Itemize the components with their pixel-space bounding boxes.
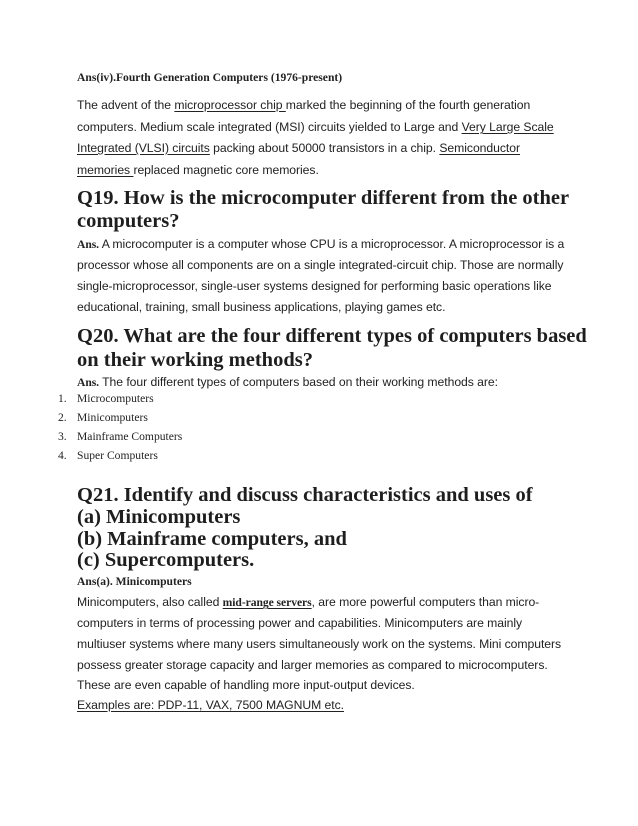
link-vlsi-circuits[interactable]: Integrated (VLSI) circuits <box>77 141 210 155</box>
paragraph-line <box>77 236 564 253</box>
subsection-title: Ans(a). Minicomputers <box>77 575 192 588</box>
link-vlsi[interactable]: Very Large Scale <box>461 120 554 134</box>
ans-label: Ans. <box>77 376 100 389</box>
paragraph-line: possess greater storage capacity and larger memories as compared to microcomputers. <box>77 658 548 672</box>
list-number: 4. <box>58 449 67 462</box>
paragraph-line: processor whose all components are on a single integrated-circuit chip. Those are normally <box>77 258 564 272</box>
link-memories[interactable]: memories <box>77 163 134 177</box>
question-heading: computers? <box>77 210 180 232</box>
link-mid-range-servers[interactable]: mid-range servers <box>222 596 312 609</box>
list-number: 1. <box>58 392 67 405</box>
ans-label: Ans. <box>77 238 100 251</box>
link-semiconductor[interactable]: Semiconductor <box>439 141 520 155</box>
question-heading: (c) Supercomputers. <box>77 549 255 571</box>
list-item: Minicomputers <box>77 411 148 424</box>
question-heading: on their working methods? <box>77 349 313 371</box>
text: A microcomputer is a computer whose CPU is a microprocessor. A microprocessor is a <box>99 237 565 251</box>
text: The advent of the <box>77 98 175 112</box>
paragraph-line <box>77 697 344 713</box>
paragraph-line <box>77 594 539 611</box>
paragraph-line: multiuser systems where many users simultaneously work on the systems. Mini computers <box>77 637 562 651</box>
text: replaced magnetic core memories. <box>133 163 319 177</box>
section-title: Ans(iv).Fourth Generation Computers (1976-present) <box>77 71 343 84</box>
paragraph-line: computers in terms of processing power and capabilities. Minicomputers are mainly <box>77 616 523 630</box>
text: The four different types of computers based on their working methods are: <box>99 375 498 389</box>
text: computers. Medium scale integrated (MSI) circuits yielded to Large and <box>77 120 462 134</box>
text: , are more powerful computers than micro- <box>311 595 540 609</box>
paragraph-line: These are even capable of handling more input-output devices. <box>77 678 415 692</box>
question-heading: Q20. What are the four different types of computers based <box>77 325 587 347</box>
question-heading: Q19. How is the microcomputer different from the other <box>77 187 570 209</box>
paragraph-line <box>77 119 554 135</box>
list-number: 2. <box>58 411 67 424</box>
text: Minicomputers, also called <box>77 595 223 609</box>
link-examples[interactable]: Examples are: PDP-11, VAX, 7500 MAGNUM etc. <box>77 698 344 712</box>
list-item: Microcomputers <box>77 392 154 405</box>
paragraph-line <box>77 140 520 156</box>
text: packing about 50000 transistors in a chip. <box>209 141 440 155</box>
list-number: 3. <box>58 430 67 443</box>
list-item: Mainframe Computers <box>77 430 183 443</box>
paragraph-line <box>77 162 319 178</box>
paragraph-line <box>77 97 530 113</box>
question-heading: (b) Mainframe computers, and <box>77 528 347 550</box>
paragraph-line: single-microprocessor, single-user systems designed for performing basic operations like <box>77 279 552 293</box>
text: marked the beginning of the fourth generation <box>285 98 531 112</box>
question-heading: Q21. Identify and discuss characteristics and uses of <box>77 484 533 506</box>
link-microprocessor-chip[interactable]: microprocessor chip <box>174 98 286 112</box>
paragraph-line: educational, training, small business applications, playing games etc. <box>77 300 446 314</box>
question-heading: (a) Minicomputers <box>77 506 241 528</box>
paragraph-line <box>77 374 498 391</box>
list-item: Super Computers <box>77 449 158 462</box>
